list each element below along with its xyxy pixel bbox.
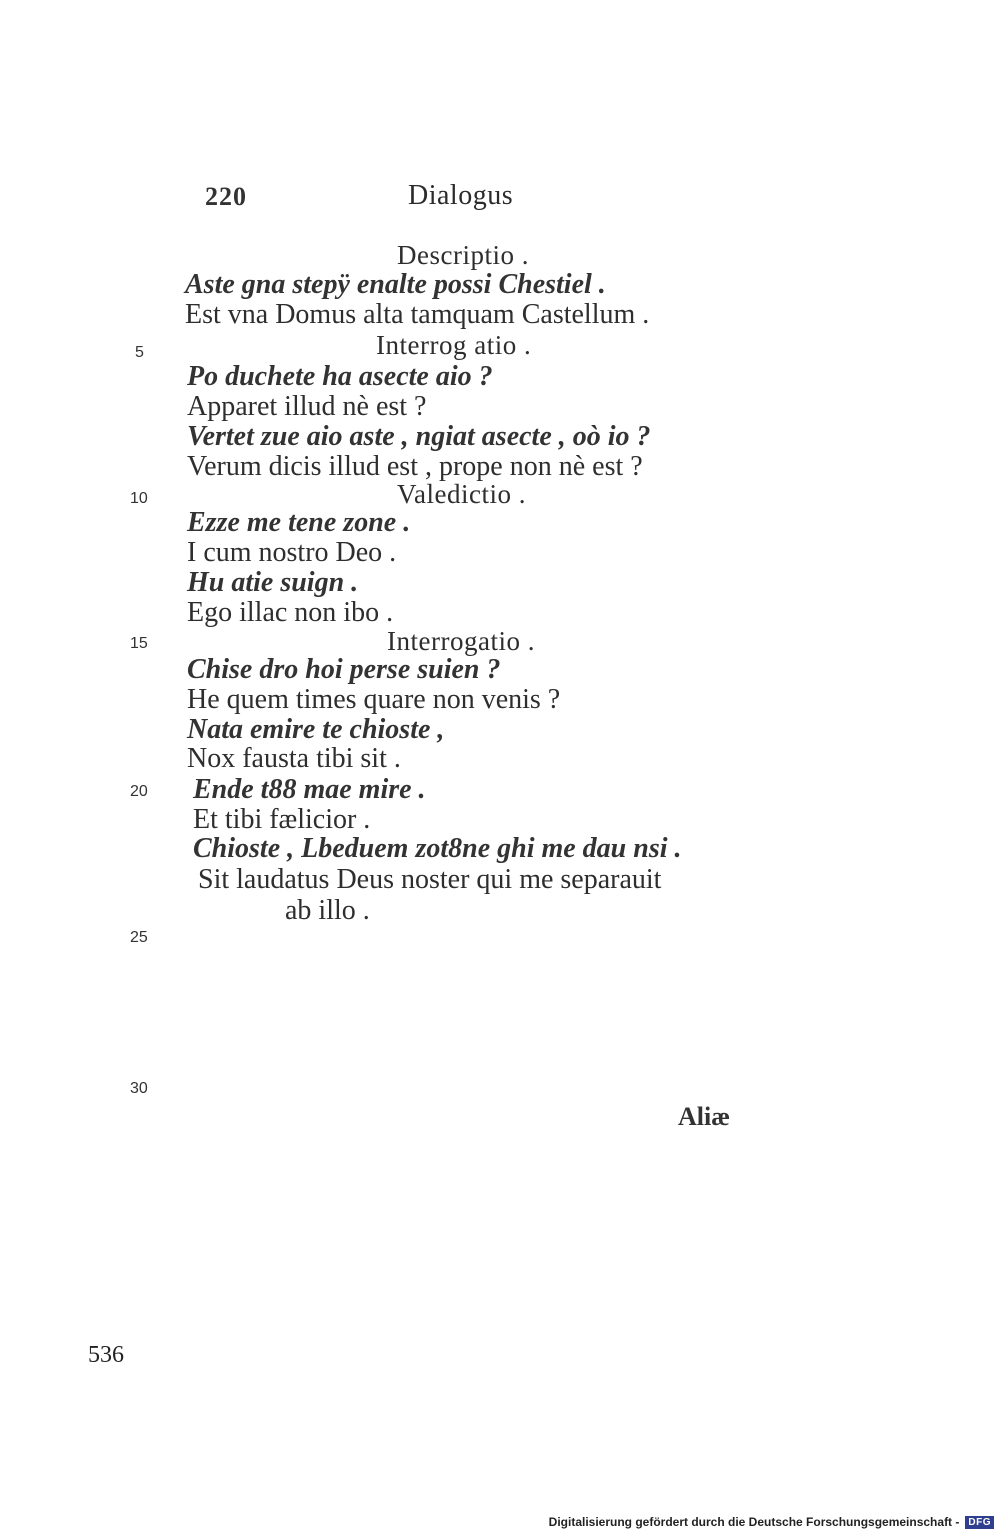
line-number: 10 xyxy=(130,490,148,507)
latin-line: Et tibi fælicior . xyxy=(193,804,371,835)
latin-line: I cum nostro Deo . xyxy=(187,537,397,568)
digitization-footer xyxy=(549,1515,994,1529)
albanian-line: Vertet zue aio aste , ngiat asecte , oò io ? xyxy=(187,421,651,452)
line-number: 15 xyxy=(130,635,148,652)
albanian-line: Nata emire te chioste , xyxy=(187,714,445,745)
albanian-line: Aste gna stepÿ enalte possi Chestiel . xyxy=(185,269,606,300)
section-heading: Interrogatio . xyxy=(387,626,535,656)
footer-text: Digitalisierung gefördert durch die Deutsche Forschungsgemeinschaft - xyxy=(548,1515,960,1529)
latin-line: Nox fausta tibi sit . xyxy=(187,743,401,774)
latin-line: Ego illac non ibo . xyxy=(187,597,394,628)
line-number: 30 xyxy=(130,1080,148,1097)
latin-line: ab illo . xyxy=(285,895,370,926)
latin-line: He quem times quare non venis ? xyxy=(187,684,561,715)
section-heading: Interrog atio . xyxy=(376,330,532,360)
albanian-line: Ezze me tene zone . xyxy=(187,507,411,538)
section-heading: Valedictio . xyxy=(397,479,526,509)
folio-number: 220 xyxy=(205,182,247,211)
albanian-line: Hu atie suign . xyxy=(187,567,359,598)
line-number: 25 xyxy=(130,929,148,946)
catchword: Aliæ xyxy=(678,1102,730,1131)
latin-line: Sit laudatus Deus noster qui me separauit xyxy=(198,864,662,895)
section-heading: Descriptio . xyxy=(397,240,529,270)
line-number: 20 xyxy=(130,783,148,800)
dfg-logo: DFG xyxy=(965,1516,994,1529)
line-number: 5 xyxy=(135,344,144,361)
albanian-line: Chioste , Lbeduem zot8ne ghi me dau nsi . xyxy=(193,833,682,864)
running-head: Dialogus xyxy=(408,180,514,211)
latin-line: Verum dicis illud est , prope non nè est ? xyxy=(187,451,643,482)
latin-line: Apparet illud nè est ? xyxy=(187,391,427,422)
albanian-line: Ende t88 mae mire . xyxy=(193,774,426,805)
page-number: 536 xyxy=(88,1342,124,1368)
latin-line: Est vna Domus alta tamquam Castellum . xyxy=(185,299,650,330)
albanian-line: Po duchete ha asecte aio ? xyxy=(187,361,493,392)
albanian-line: Chise dro hoi perse suien ? xyxy=(187,654,501,685)
